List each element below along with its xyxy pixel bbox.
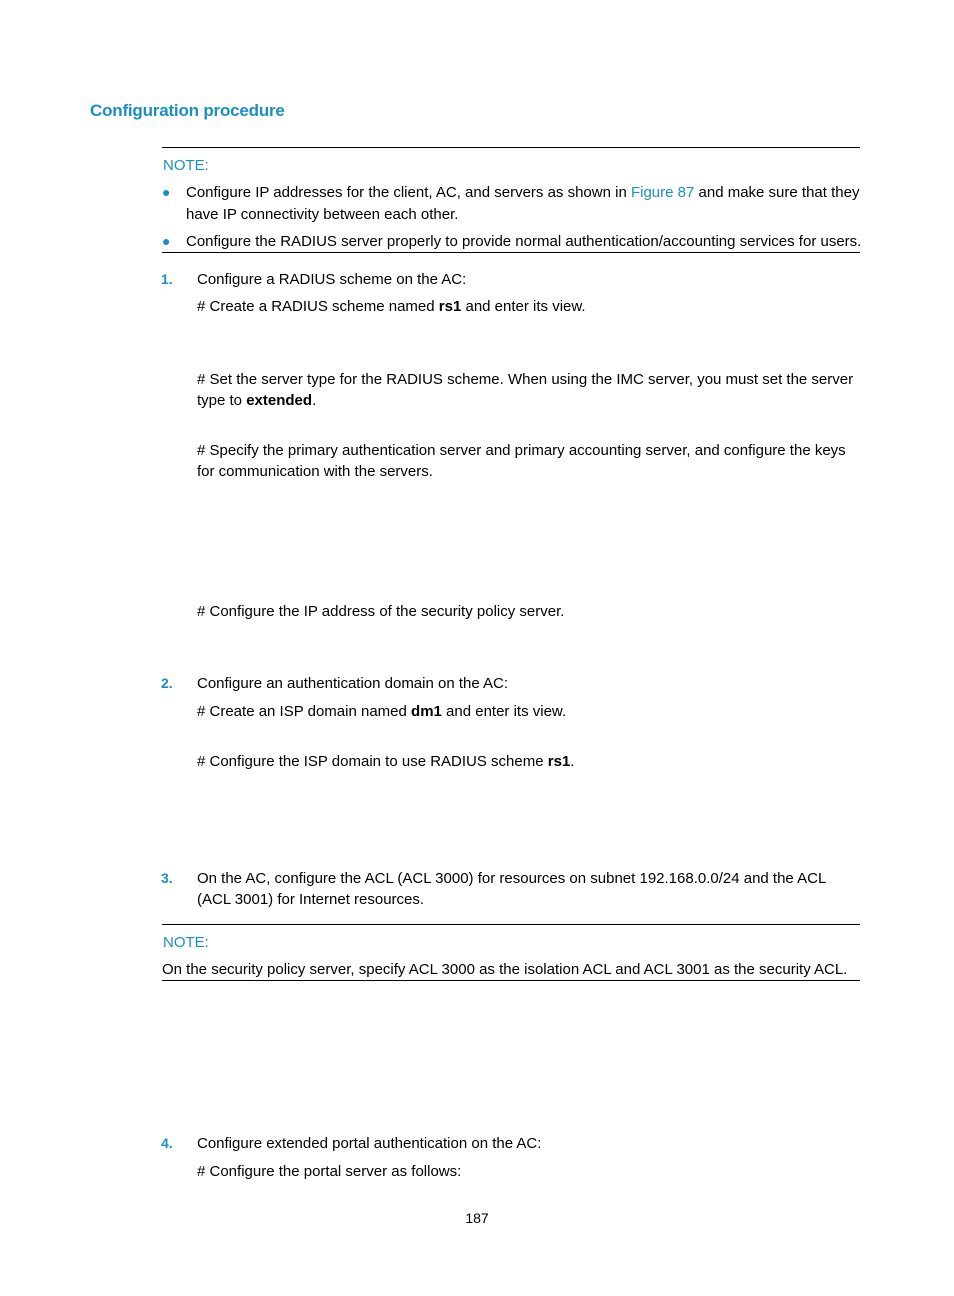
scheme-name: rs1	[547, 753, 571, 770]
step-number: 2.	[161, 675, 173, 691]
note-bottom-rule	[162, 980, 860, 981]
step-2-text: Configure an authentication domain on the AC:	[197, 675, 509, 692]
scheme-name: rs1	[438, 298, 462, 315]
bullet-icon: ●	[162, 233, 171, 249]
step-1-text: Configure a RADIUS scheme on the AC:	[197, 271, 467, 288]
step-4-text: Configure extended portal authentication on the AC:	[197, 1135, 542, 1152]
note-bullet-1-text-pre: Configure IP addresses for the client, AC, and servers as shown in	[186, 184, 631, 201]
step-2-para-1	[197, 701, 867, 722]
step-3-line2: (ACL 3001) for Internet resources.	[197, 891, 425, 908]
step-1-para-4: # Configure the IP address of the security policy server.	[197, 603, 565, 620]
note-label: NOTE:	[163, 157, 209, 174]
step-1-para-3-line2: for communication with the servers.	[197, 463, 433, 480]
figure-link[interactable]: Figure 87	[630, 184, 695, 201]
section-title: Configuration procedure	[90, 101, 285, 120]
para-text: .	[312, 392, 317, 409]
page-number: 187	[465, 1210, 489, 1226]
para-text: and enter its view.	[461, 298, 586, 315]
para-text: and enter its view.	[441, 703, 567, 720]
note-top-rule	[162, 924, 860, 925]
note-bullet-2: Configure the RADIUS server properly to provide normal authentication/accounting services for users.	[186, 233, 862, 250]
step-number: 1.	[161, 271, 173, 287]
step-4-para-1: # Configure the portal server as follows:	[197, 1163, 462, 1180]
para-text: .	[570, 753, 575, 770]
step-number: 3.	[161, 870, 173, 886]
bullet-icon: ●	[162, 184, 171, 200]
step-3-line1: On the AC, configure the ACL (ACL 3000) for resources on subnet 192.168.0.0/24 and the ACL	[197, 870, 827, 887]
step-number: 4.	[161, 1135, 173, 1151]
para-text: # Create an ISP domain named	[197, 703, 412, 720]
para-text: # Configure the ISP domain to use RADIUS scheme	[197, 753, 548, 770]
note-label: NOTE:	[163, 934, 209, 951]
para-text: type to	[197, 392, 247, 409]
step-1-para-1	[197, 296, 867, 317]
note-bottom-rule	[162, 252, 860, 253]
note-bullet-1	[186, 182, 866, 203]
step-1-para-2-line1: # Set the server type for the RADIUS scheme. When using the IMC server, you must set the server	[197, 371, 854, 388]
step-1-para-3-line1: # Specify the primary authentication server and primary accounting server, and configure the keys	[197, 442, 846, 459]
domain-name: dm1	[411, 703, 442, 720]
server-type: extended	[246, 392, 313, 409]
note-bullet-1-text-post: and make sure that they	[694, 184, 860, 201]
para-text: # Create a RADIUS scheme named	[197, 298, 439, 315]
note-top-rule	[162, 147, 860, 148]
step-2-para-2	[197, 751, 867, 772]
note-2-text: On the security policy server, specify ACL 3000 as the isolation ACL and ACL 3001 as the security ACL.	[162, 961, 848, 978]
step-1-para-2-line2	[197, 390, 867, 411]
note-bullet-1-line2: have IP connectivity between each other.	[186, 206, 459, 223]
